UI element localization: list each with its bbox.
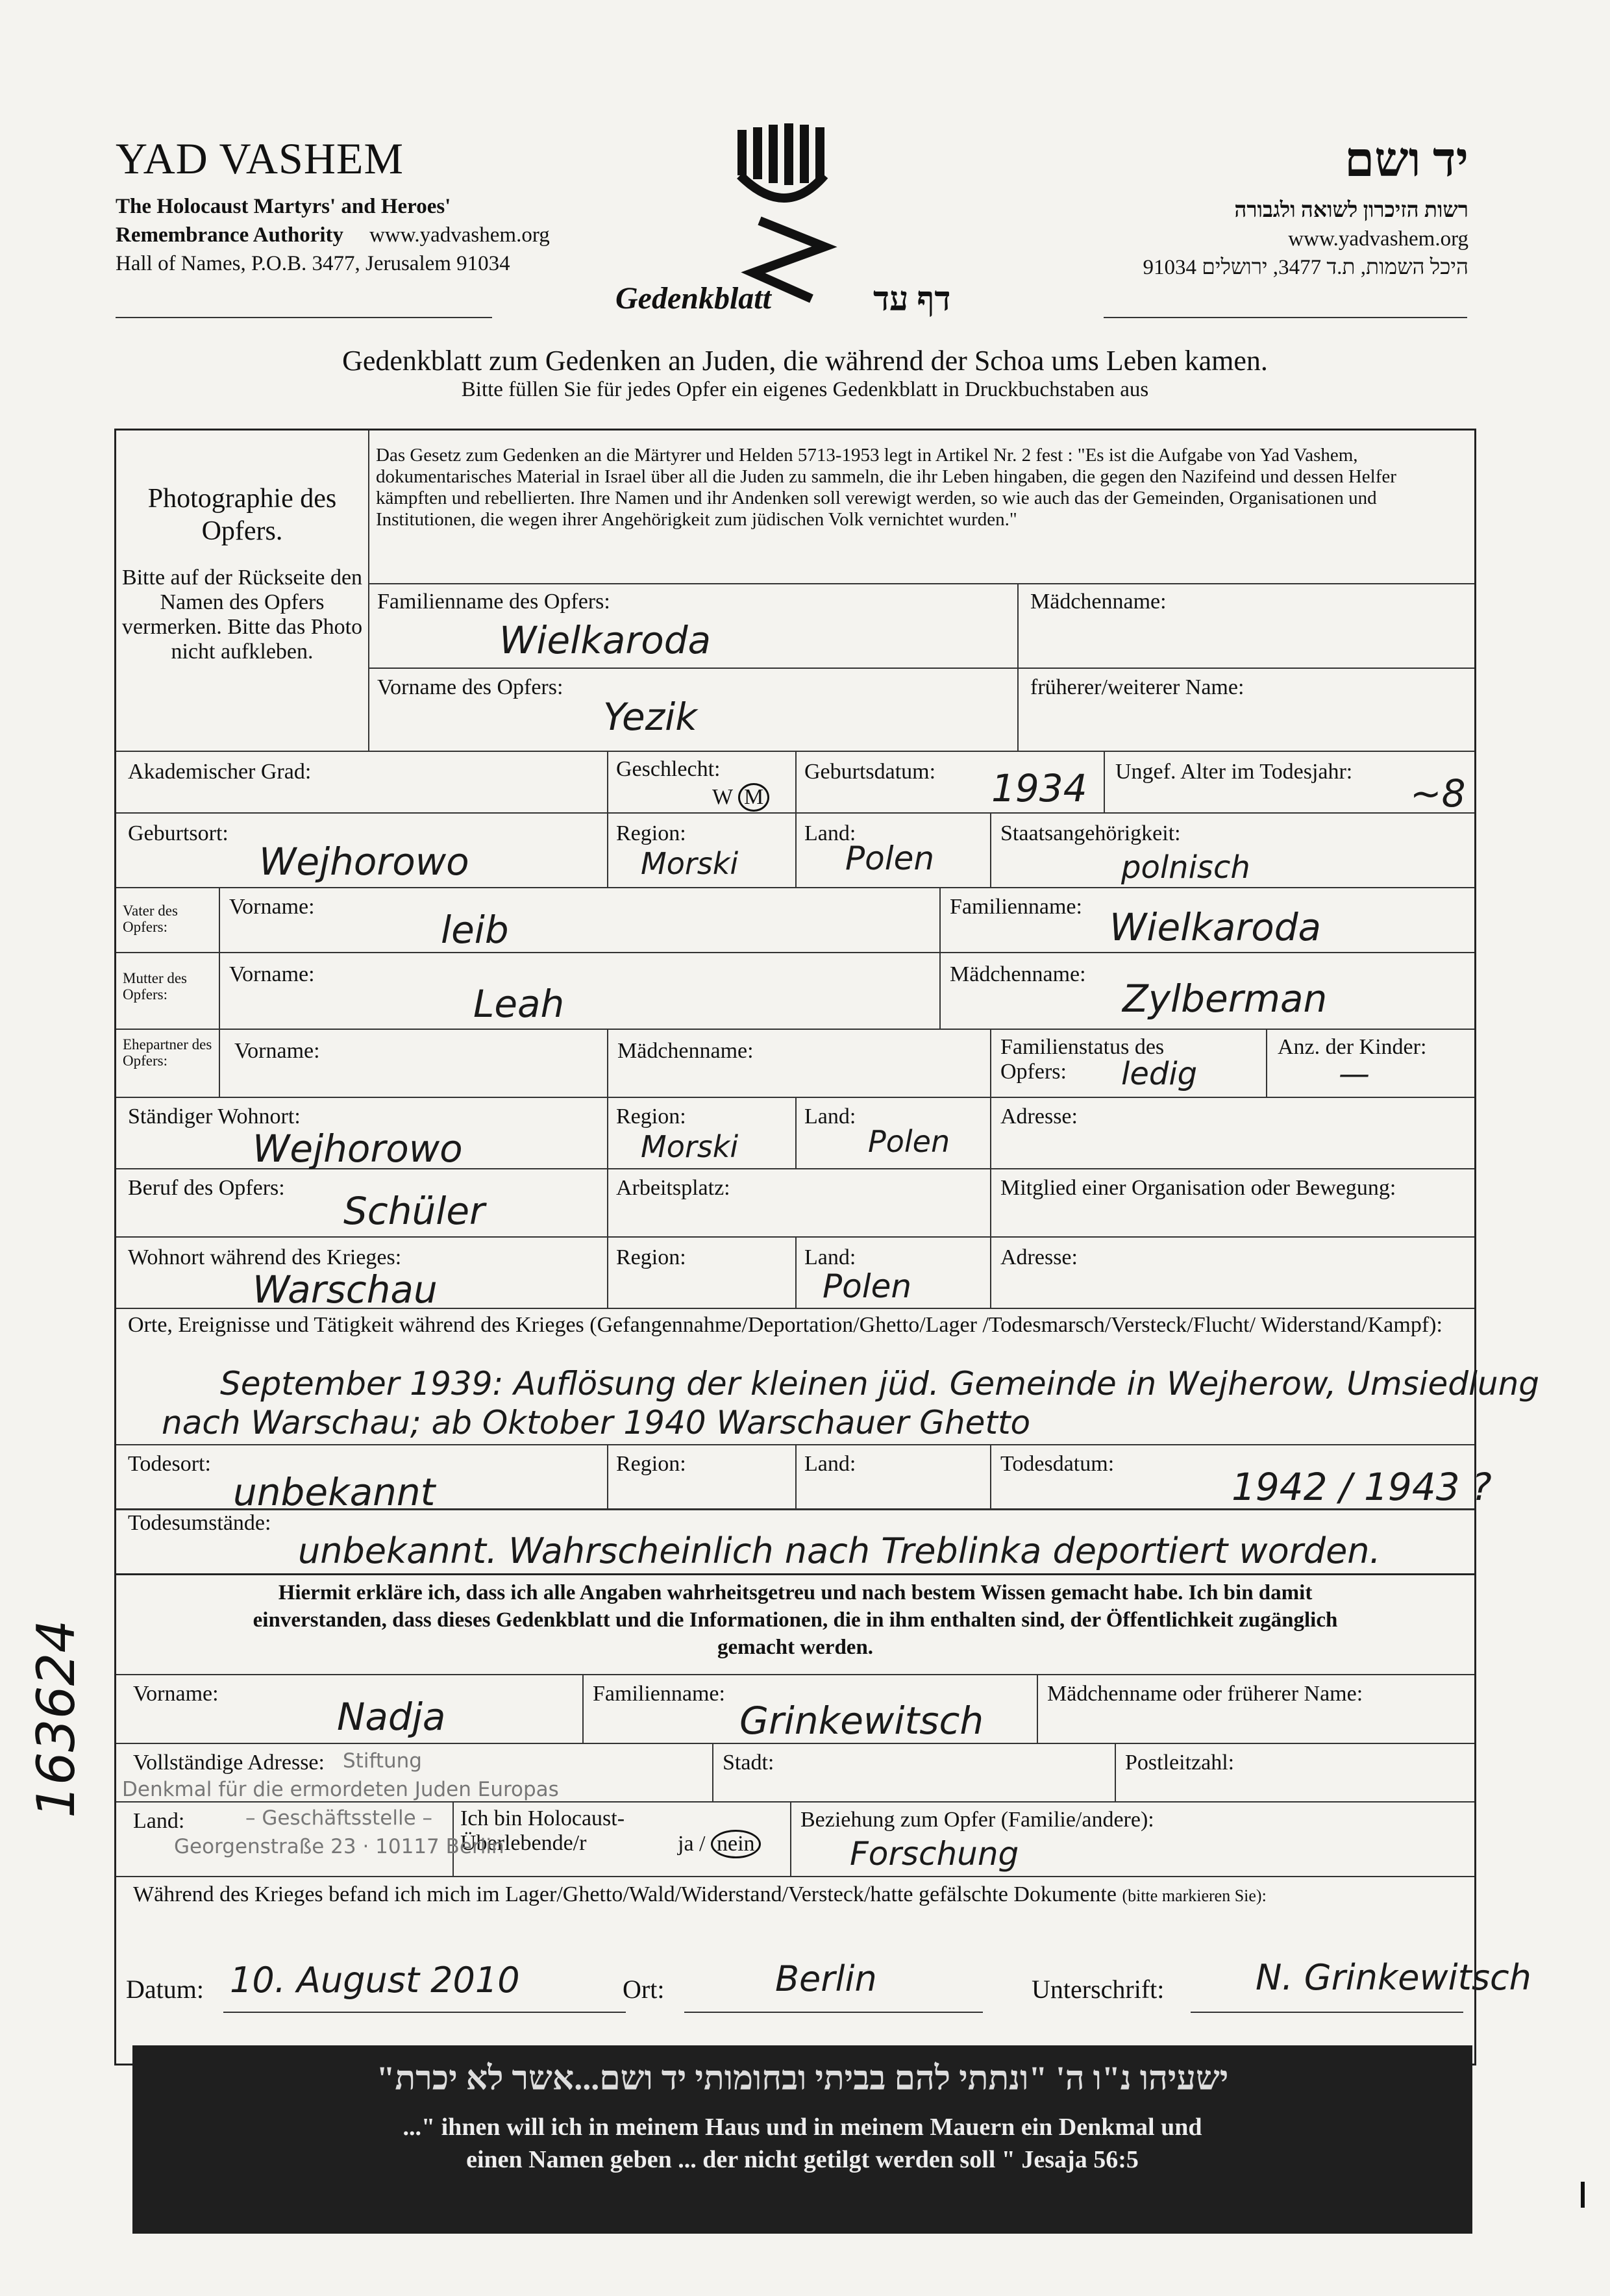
relation-value: Forschung [850, 1835, 1019, 1873]
workplace-label: Arbeitsplatz: [616, 1176, 730, 1200]
war-location-field[interactable] [116, 1877, 1474, 1916]
mother-row-label-cell [116, 953, 220, 1030]
death-date-label: Todesdatum: [1000, 1452, 1115, 1476]
spouse-maiden-field[interactable] [608, 1030, 991, 1098]
org-address-hebrew: היכל השמות, ת.ד 3477, ירושלים 91034 [1143, 256, 1468, 279]
banner-german2: einen Namen geben ... der nicht getilgt werden soll " Jesaja 56:5 [466, 2146, 1139, 2173]
birthplace-value: Wejhorowo [259, 840, 469, 884]
death-date-field[interactable] [991, 1445, 1492, 1510]
war-address-label: Adresse: [1000, 1245, 1078, 1269]
war-residence-value: Warschau [253, 1267, 438, 1312]
photo-box [116, 430, 369, 752]
form-title: Gedenkblatt [615, 281, 771, 316]
birth-country-field[interactable] [797, 814, 991, 888]
victim-surname-label: Familienname des Opfers: [377, 590, 610, 614]
date-line [223, 2012, 626, 2013]
submitter-firstname-field[interactable] [116, 1674, 584, 1744]
submitter-address-label: Vollständige Adresse: [133, 1751, 325, 1775]
age-value: ~8 [1410, 771, 1466, 816]
signature-row [126, 1954, 1531, 2026]
spouse-maiden-label: Mädchenname: [617, 1039, 754, 1063]
father-row-label-cell [116, 888, 220, 953]
war-location-label: Während des Krieges befand ich mich im Lager/Ghetto/Wald/Widerstand/Versteck/hatte gefälschte Dokumente [133, 1882, 1117, 1906]
survivor-label: Ich bin Holocaust-Überlebende/r [460, 1806, 625, 1855]
form-title-hebrew: דף עד [873, 281, 951, 318]
spouse-firstname-field[interactable] [220, 1030, 608, 1098]
survivor-option-ja: ja / [678, 1832, 706, 1856]
age-field[interactable] [1105, 752, 1474, 814]
birth-region-field[interactable] [608, 814, 797, 888]
org-name-hebrew: יד ושם [1344, 134, 1468, 187]
degree-label: Akademischer Grad: [128, 760, 312, 784]
occupation-field[interactable] [116, 1169, 608, 1238]
mother-maiden-field[interactable] [941, 953, 1474, 1030]
death-circumstances-label: Todesumstände: [128, 1511, 271, 1535]
victim-firstname-label: Vorname des Opfers: [377, 675, 564, 699]
father-firstname-label: Vorname: [229, 895, 315, 919]
victim-firstname-field[interactable] [369, 669, 1019, 752]
photo-instructions: Bitte auf der Rückseite den Namen des Opfers vermerken. Bitte das Photo nicht aufkleben. [121, 566, 363, 664]
date-value: 10. August 2010 [230, 1960, 520, 2001]
foundation-stamp [122, 1747, 641, 1861]
father-surname-value: Wielkaroda [1109, 905, 1322, 949]
mother-firstname-value: Leah [473, 982, 565, 1026]
birthdate-value: 1934 [991, 766, 1087, 810]
children-count-field[interactable] [1267, 1030, 1474, 1098]
mother-maiden-label: Mädchenname: [950, 962, 1086, 986]
death-place-label: Todesort: [128, 1452, 211, 1476]
gender-option-w: W [712, 785, 733, 809]
banner-german1: ..." ihnen will ich in meinem Haus und in meinem Mauern ein Denkmal und [402, 2114, 1202, 2141]
date-label: Datum: [126, 1975, 204, 2004]
declaration-box [114, 1573, 1476, 1676]
org-line1-hebrew: רשות הזיכרון לשואה ולגבורה [1234, 199, 1468, 222]
death-region-field[interactable] [608, 1445, 797, 1510]
org-name: YAD VASHEM [116, 134, 404, 183]
gender-selected-m: M [738, 783, 769, 812]
death-place-value: unbekannt [233, 1470, 436, 1514]
submitter-maiden-field[interactable] [1038, 1674, 1474, 1744]
intro-title: Gedenkblatt zum Gedenken an Juden, die während der Schoa ums Leben kamen. [342, 345, 1268, 377]
spouse-row-label: Ehepartner des Opfers: [123, 1036, 212, 1069]
org-line2-row [116, 221, 550, 249]
photo-title: Photographie des Opfers. [147, 484, 337, 546]
children-count-label: Anz. der Kinder: [1278, 1035, 1427, 1059]
org-header-right [1143, 136, 1468, 282]
intro-subtitle: Bitte füllen Sie für jedes Opfer ein eigenes Gedenkblatt in Druckbuchstaben aus [461, 378, 1149, 401]
victim-surname-field[interactable] [369, 583, 1019, 669]
victim-surname-value: Wielkaroda [499, 618, 712, 662]
war-events-field[interactable] [116, 1309, 1540, 1445]
spouse-firstname-label: Vorname: [234, 1039, 320, 1063]
birthdate-label: Geburtsdatum: [804, 760, 936, 784]
residence-region-field[interactable] [608, 1098, 797, 1169]
birthplace-field[interactable] [116, 814, 608, 888]
birth-region-label: Region: [616, 821, 686, 845]
degree-field[interactable] [116, 752, 608, 814]
stamp-line2: Denkmal für die ermordeten Juden Europas [122, 1778, 559, 1801]
citizenship-value: polnisch [1121, 849, 1250, 886]
gender-options-row [712, 783, 769, 812]
header-rule-left [116, 317, 492, 318]
residence-region-label: Region: [616, 1104, 686, 1129]
membership-label: Mitglied einer Organisation oder Bewegung: [1000, 1176, 1396, 1200]
place-line [684, 2012, 983, 2013]
org-header-left [116, 136, 550, 278]
war-events-line1: September 1939: Auflösung der kleinen jüd. Gemeinde in Wejherow, Umsiedlung [220, 1365, 1540, 1403]
relation-field[interactable] [791, 1803, 1474, 1877]
banner-hebrew: ישעיהו נ"ו ה' "ונתתי להם בביתי ובחומותי יד ושם...אשר לא יכרת" [376, 2060, 1229, 2097]
residence-country-value: Polen [868, 1124, 950, 1159]
org-website: www.yadvashem.org [369, 223, 550, 247]
stamp-line4: Georgenstraße 23 · 10117 Berlin [174, 1835, 504, 1858]
birth-region-value: Morski [641, 846, 739, 881]
survivor-selected-nein: nein [711, 1830, 761, 1858]
death-date-value: 1942 / 1943 ? [1232, 1465, 1492, 1509]
war-country-field[interactable] [797, 1238, 991, 1309]
death-country-field[interactable] [797, 1445, 991, 1510]
residence-address-field[interactable] [991, 1098, 1474, 1169]
submitter-city-field[interactable] [713, 1744, 1116, 1803]
father-firstname-field[interactable] [220, 888, 941, 953]
birthdate-field[interactable] [797, 752, 1105, 814]
scan-mark [1581, 2182, 1585, 2208]
death-country-label: Land: [804, 1452, 856, 1476]
yad-vashem-logo-icon [734, 123, 837, 305]
birthplace-label: Geburtsort: [128, 821, 229, 845]
citizenship-field[interactable] [991, 814, 1474, 888]
residence-label: Ständiger Wohnort: [128, 1104, 301, 1129]
spouse-row-label-cell [116, 1030, 220, 1098]
children-count-value: — [1339, 1056, 1370, 1092]
war-country-label: Land: [804, 1245, 856, 1269]
residence-region-value: Morski [641, 1129, 739, 1164]
death-place-field[interactable] [116, 1445, 608, 1514]
signature-line [1191, 2012, 1463, 2013]
org-line1: The Holocaust Martyrs' and Heroes' [116, 195, 451, 218]
victim-maiden-field[interactable] [1019, 583, 1474, 669]
submitter-surname-label: Familienname: [593, 1682, 725, 1706]
war-region-label: Region: [616, 1245, 686, 1269]
submitter-surname-value: Grinkewitsch [739, 1699, 984, 1743]
residence-address-label: Adresse: [1000, 1104, 1078, 1129]
workplace-field[interactable] [608, 1169, 991, 1238]
declaration-line2: einverstanden, dass dieses Gedenkblatt und die Informationen, die in ihm enthalten sind, der Öffentlichkeit zugänglich [253, 1608, 1338, 1632]
place-label: Ort: [623, 1975, 665, 2004]
mother-row-label: Mutter des Opfers: [123, 970, 188, 1003]
gender-label: Geschlecht: [616, 757, 721, 781]
isaiah-banner [132, 2045, 1472, 2234]
org-address: Hall of Names, P.O.B. 3477, Jerusalem 91034 [116, 252, 510, 275]
victim-maiden-label: Mädchenname: [1030, 590, 1167, 614]
signature-label: Unterschrift: [1032, 1975, 1165, 2004]
war-events-line2: nach Warschau; ab Oktober 1940 Warschauer Ghetto [162, 1404, 1031, 1441]
submitter-zip-label: Postleitzahl: [1125, 1751, 1235, 1775]
war-location-row [133, 1882, 1267, 1907]
stamp-line3: – Geschäftsstelle – [245, 1806, 432, 1830]
submitter-firstname-value: Nadja [337, 1695, 446, 1739]
residence-field[interactable] [116, 1098, 608, 1169]
residence-country-field[interactable] [797, 1098, 991, 1169]
death-circumstances-field[interactable] [114, 1508, 1476, 1573]
law-text: Das Gesetz zum Gedenken an die Märtyrer und Helden 5713-1953 legt in Artikel Nr. 2 fest : "Es ist die Aufgabe von Yad Vashem, dokumentarisches Material in Israel über all die Juden zu sammeln, die ihr Leben hingaben, die gegen den Nazifeind und dessen Helfer kämpften und rebellierten. Ihre Namen und ihr Andenken soll verewigt werden, so wie auch das der Gemeinden, Organisationen und Institutionen, die wegen ihrer Angehörigkeit zum jüdischen Volk vernichtet wurden." [376, 445, 1396, 530]
occupation-label: Beruf des Opfers: [128, 1176, 285, 1200]
mother-maiden-value: Zylberman [1122, 977, 1328, 1021]
mother-firstname-label: Vorname: [229, 962, 315, 986]
header-rule-right [1104, 317, 1467, 318]
survivor-options-row [678, 1830, 761, 1858]
submitter-firstname-label: Vorname: [133, 1682, 219, 1706]
submitter-surname-field[interactable] [584, 1674, 1038, 1744]
birth-country-value: Polen [845, 840, 935, 877]
marital-status-label: Familienstatus des Opfers: [1000, 1035, 1165, 1084]
submitter-country-label: Land: [133, 1809, 185, 1833]
war-country-value: Polen [823, 1267, 912, 1305]
declaration-line1: Hiermit erkläre ich, dass ich alle Angaben wahrheitsgetreu und nach bestem Wissen gemacht habe. Ich bin damit [278, 1581, 1313, 1604]
stamp-line1: Stiftung [343, 1749, 422, 1773]
mother-firstname-field[interactable] [220, 953, 941, 1030]
gedenkblatt-form [114, 429, 1540, 1514]
war-residence-field[interactable] [116, 1238, 608, 1312]
father-row-label: Vater des Opfers: [123, 903, 178, 935]
place-value: Berlin [775, 1958, 877, 1999]
death-circumstances-value: unbekannt. Wahrscheinlich nach Treblinka deportiert worden. [298, 1530, 1381, 1571]
relation-label: Beziehung zum Opfer (Familie/andere): [800, 1808, 1154, 1832]
father-firstname-value: leib [441, 908, 509, 952]
victim-former-name-field[interactable] [1019, 669, 1474, 752]
death-region-label: Region: [616, 1452, 686, 1476]
org-website-hebrew: www.yadvashem.org [1288, 227, 1468, 251]
gender-field[interactable] [608, 752, 797, 814]
submitter-zip-field[interactable] [1116, 1744, 1474, 1803]
birth-country-label: Land: [804, 821, 856, 845]
signature-value: N. Grinkewitsch [1256, 1957, 1531, 1998]
marital-status-field[interactable] [991, 1030, 1267, 1098]
war-region-field[interactable] [608, 1238, 797, 1309]
org-line2: Remembrance Authority [116, 223, 344, 247]
residence-value: Wejhorowo [253, 1127, 463, 1171]
marital-status-value: ledig [1121, 1056, 1198, 1092]
victim-former-name-label: früherer/weiterer Name: [1030, 675, 1245, 699]
declaration-line3: gemacht werden. [717, 1636, 874, 1659]
victim-firstname-value: Yezik [603, 695, 697, 739]
membership-field[interactable] [991, 1169, 1474, 1238]
residence-country-label: Land: [804, 1104, 856, 1129]
war-events-label: Orte, Ereignisse und Tätigkeit während des Krieges (Gefangennahme/Deportation/Ghetto/Lager /Todesmarsch/Versteck/Flucht/ Widerstand/Kampf): [128, 1313, 1443, 1337]
father-surname-field[interactable] [941, 888, 1474, 953]
submitter-maiden-label: Mädchenname oder früherer Name: [1047, 1682, 1363, 1706]
archive-number: 163624 [26, 1619, 86, 1818]
father-surname-label: Familienname: [950, 895, 1082, 919]
war-location-hint: (bitte markieren Sie): [1122, 1886, 1267, 1905]
occupation-value: Schüler [343, 1189, 485, 1233]
age-label: Ungef. Alter im Todesjahr: [1115, 760, 1353, 784]
citizenship-label: Staatsangehörigkeit: [1000, 821, 1181, 845]
war-address-field[interactable] [991, 1238, 1474, 1309]
war-residence-label: Wohnort während des Krieges: [128, 1245, 402, 1269]
submitter-city-label: Stadt: [723, 1751, 774, 1775]
